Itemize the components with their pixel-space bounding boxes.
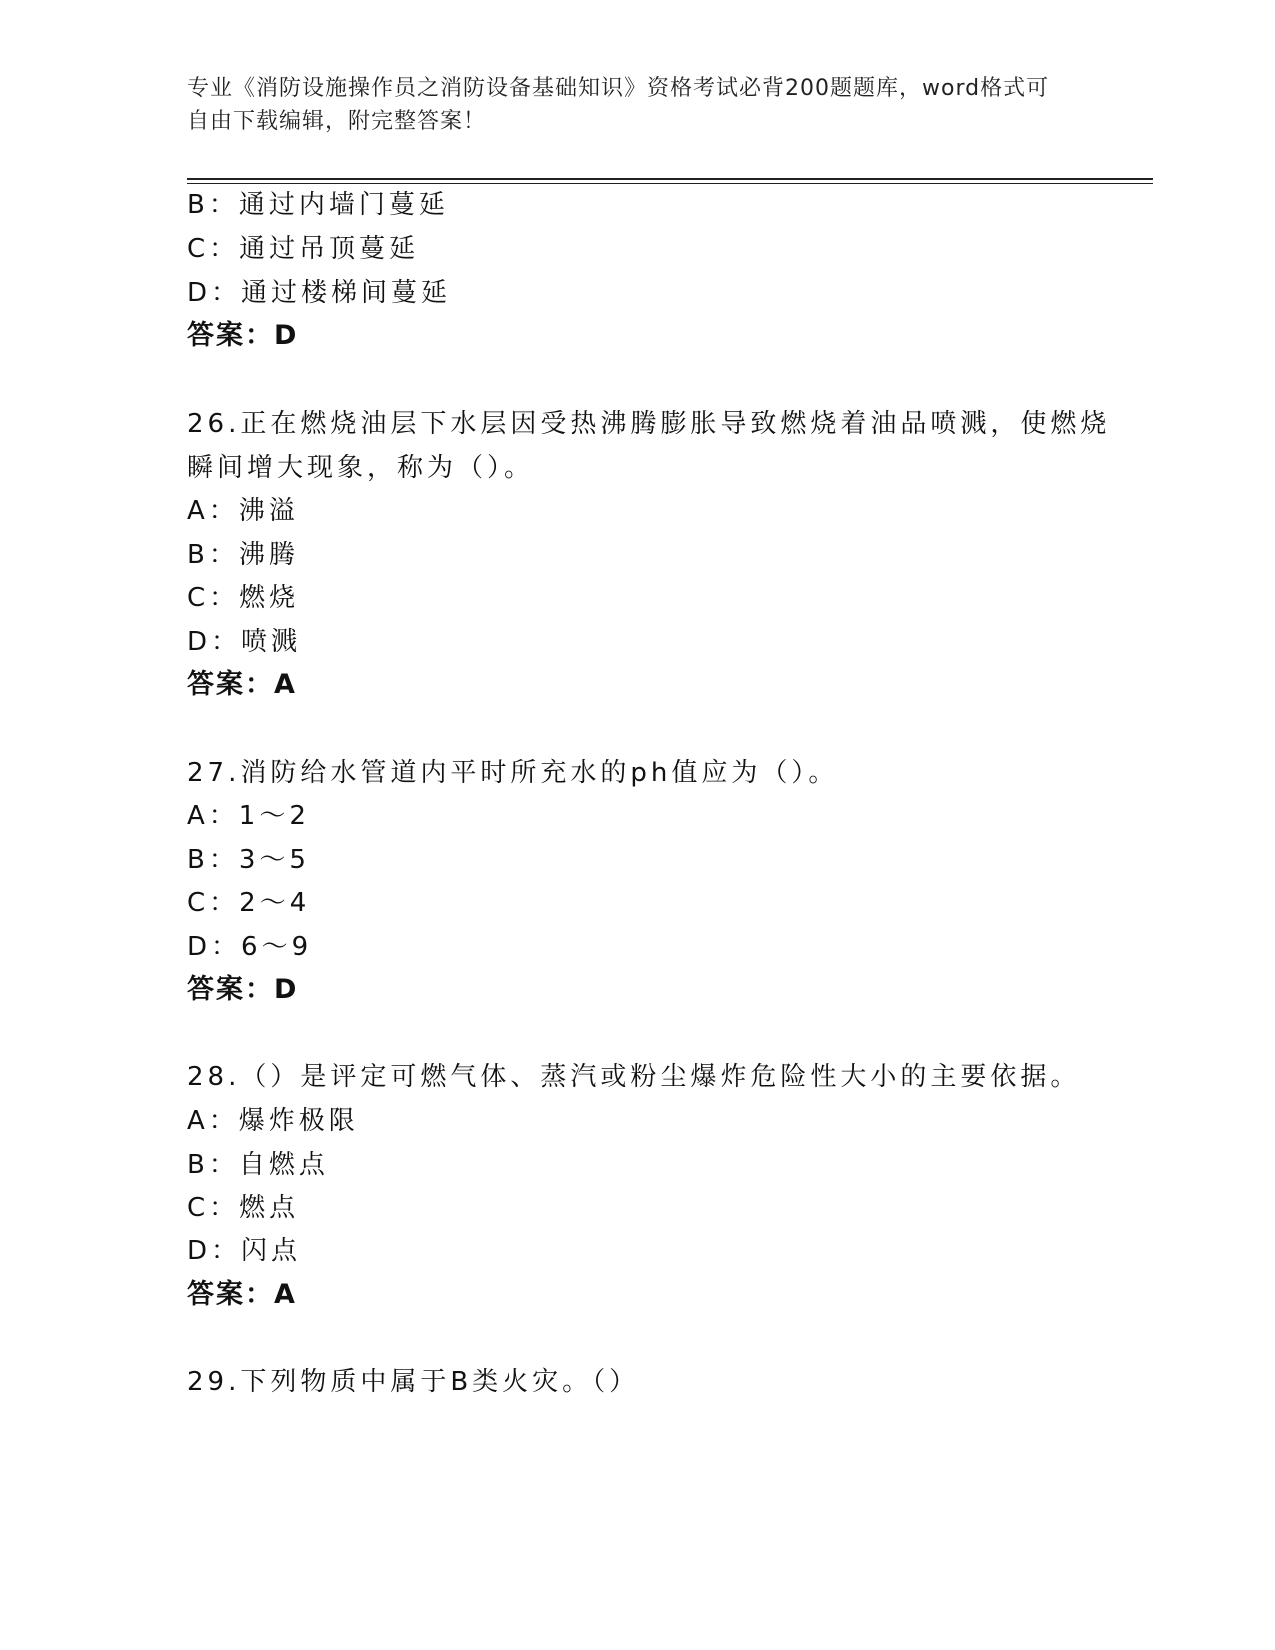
q28-option-b: B：自燃点 [187, 1150, 329, 1180]
q26-option-b: B：沸腾 [187, 540, 299, 570]
q28-option-d: D：闪点 [187, 1236, 302, 1266]
document-header: 专业《消防设施操作员之消防设备基础知识》资格考试必背200题题库，word格式可自由下载编辑，附完整答案！ [187, 76, 1050, 134]
q26-stem-line2: 瞬间增大现象，称为（）。 [187, 453, 535, 483]
header-divider-thin [187, 183, 1153, 184]
q27-option-a: A：1～2 [187, 801, 310, 831]
q25-option-d: D：通过楼梯间蔓延 [187, 278, 452, 308]
q26-answer: 答案：A [187, 669, 297, 700]
q25-option-b: B：通过内墙门蔓延 [187, 190, 449, 220]
q27-option-b: B：3～5 [187, 845, 310, 875]
q28-option-a: A：爆炸极限 [187, 1106, 359, 1136]
q25-answer: 答案：D [187, 320, 299, 351]
q29-stem: 29.下列物质中属于B类火灾。（） [187, 1367, 640, 1397]
q26-stem-line1: 26.正在燃烧油层下水层因受热沸腾膨胀导致燃烧着油品喷溅，使燃烧 [187, 409, 1111, 439]
q26-option-d: D：喷溅 [187, 627, 302, 657]
q27-stem: 27.消防给水管道内平时所充水的ph值应为（）。 [187, 758, 839, 788]
q25-option-c: C：通过吊顶蔓延 [187, 234, 420, 264]
q26-option-c: C：燃烧 [187, 583, 300, 613]
q27-answer: 答案：D [187, 974, 299, 1005]
q28-option-c: C：燃点 [187, 1193, 300, 1223]
q27-option-d: D：6～9 [187, 932, 313, 962]
header-divider-thick [187, 178, 1153, 180]
q28-answer: 答案：A [187, 1279, 297, 1310]
q27-option-c: C：2～4 [187, 888, 311, 918]
q28-stem: 28.（）是评定可燃气体、蒸汽或粉尘爆炸危险性大小的主要依据。 [187, 1062, 1081, 1092]
q26-option-a: A：沸溢 [187, 496, 299, 526]
